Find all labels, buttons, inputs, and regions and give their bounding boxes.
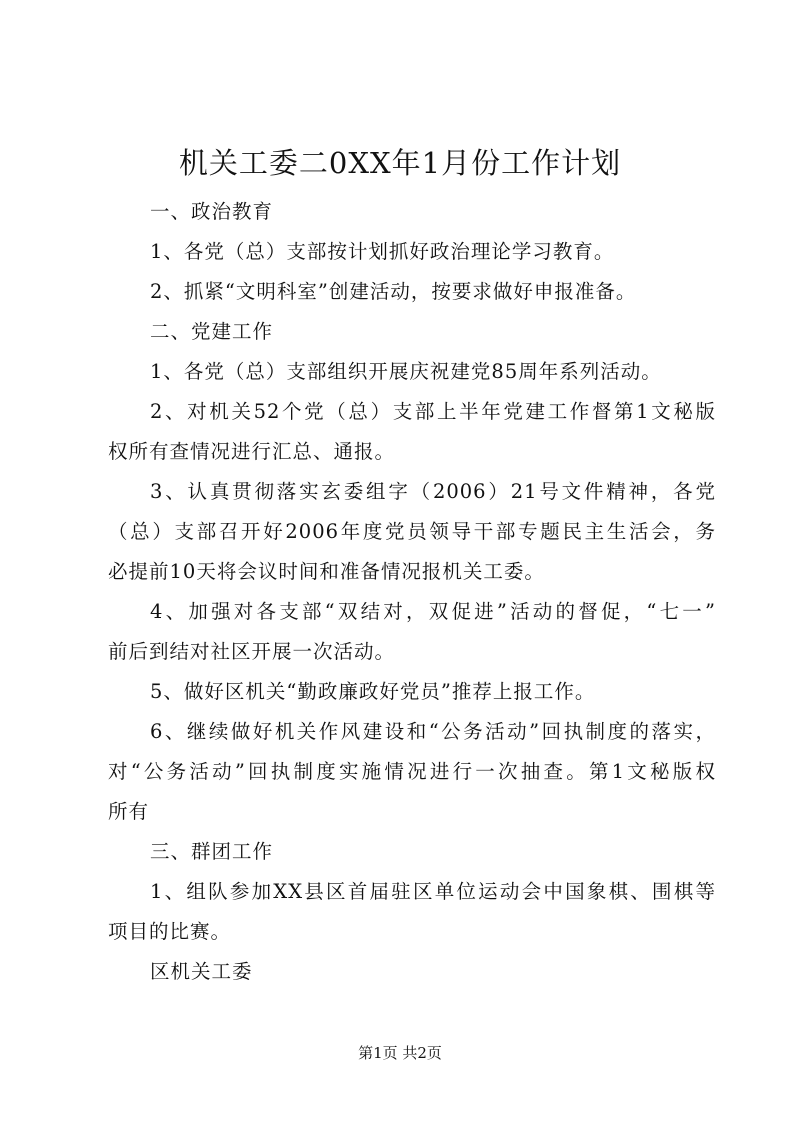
- document-body: [108, 192, 716, 992]
- paragraph-line: 1、各党（总）支部组织开展庆祝建党85周年系列活动。: [150, 360, 662, 383]
- paragraph-line: 权所有查情况进行汇总、通报。: [108, 440, 396, 463]
- paragraph-line: 2、对机关52个党（总）支部上半年党建工作督第1文秘版: [150, 400, 716, 423]
- paragraph-line: 必提前10天将会议时间和准备情况报机关工委。: [108, 560, 545, 583]
- paragraph-line: 2、抓紧“文明科室”创建活动，按要求做好申报准备。: [150, 280, 637, 303]
- section-heading: 二、党建工作: [150, 320, 274, 343]
- paragraph-line: 5、做好区机关“勤政廉政好党员”推荐上报工作。: [150, 680, 596, 703]
- paragraph-line: （总）支部召开好2006年度党员领导干部专题民主生活会，务: [108, 520, 716, 543]
- paragraph-line: 1、各党（总）支部按计划抓好政治理论学习教育。: [150, 240, 615, 263]
- paragraph-line: 1、组队参加XX县区首届驻区单位运动会中国象棋、围棋等: [150, 880, 716, 903]
- paragraph-line: 项目的比赛。: [108, 920, 232, 943]
- section-heading: 三、群团工作: [150, 840, 274, 863]
- paragraph-line: 对“公务活动”回执制度实施情况进行一次抽查。第1文秘版权: [108, 760, 716, 783]
- paragraph-line: 3、认真贯彻落实玄委组字（2006）21号文件精神，各党: [150, 480, 716, 503]
- document-title: 机关工委二0XX年1月份工作计划: [178, 146, 622, 180]
- paragraph-line: 所有: [108, 800, 150, 823]
- page-number-footer: 第1页 共2页: [358, 1044, 442, 1062]
- signature-line: 区机关工委: [150, 960, 253, 983]
- paragraph-line: 6、继续做好机关作风建设和“公务活动”回执制度的落实，: [150, 720, 716, 743]
- paragraph-line: 前后到结对社区开展一次活动。: [108, 640, 396, 663]
- section-heading: 一、政治教育: [150, 200, 274, 223]
- paragraph-line: 4、加强对各支部“双结对，双促进”活动的督促，“七一”: [150, 600, 716, 623]
